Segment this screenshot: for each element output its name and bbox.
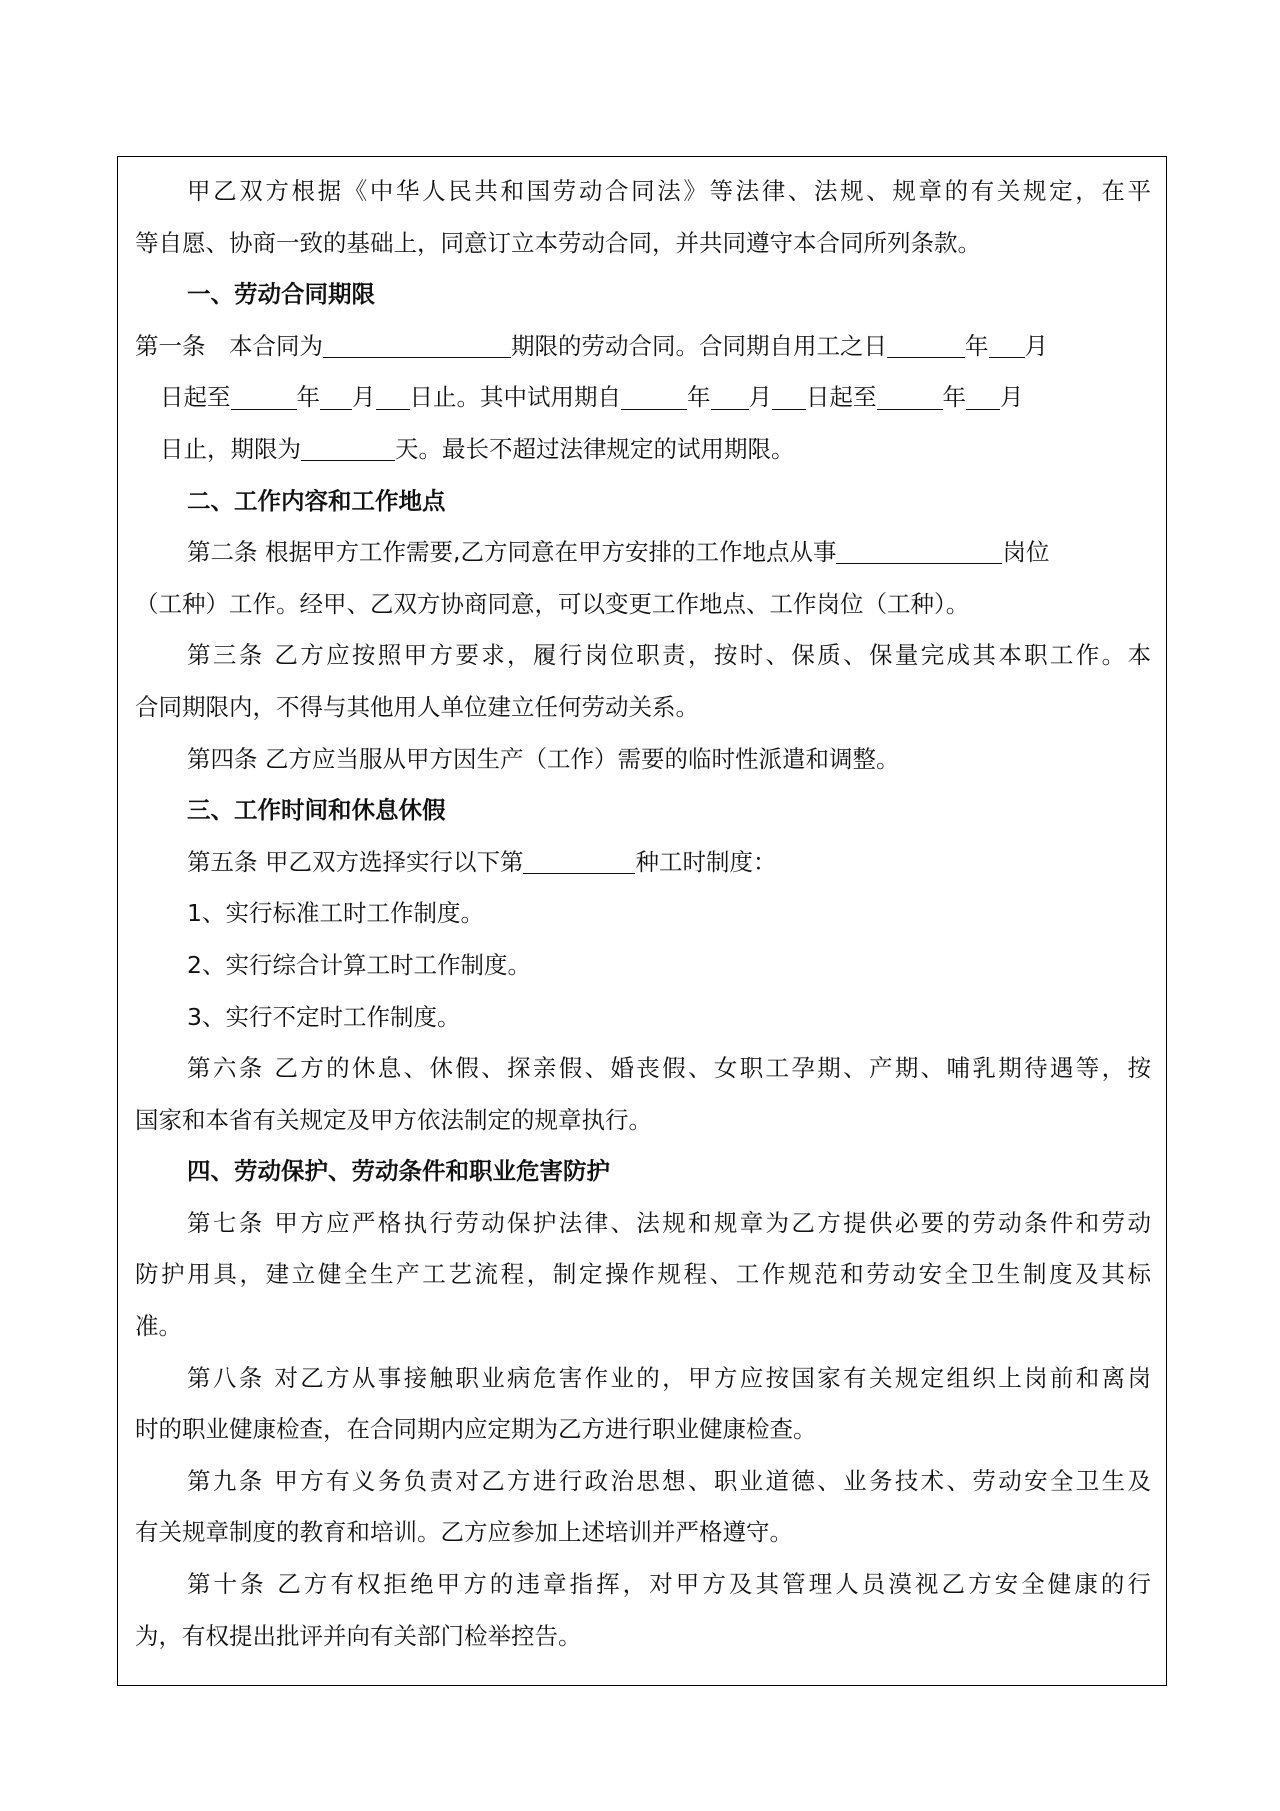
section-heading-term: 一、劳动合同期限 (187, 280, 375, 309)
text-fragment: 日止，期限为 (160, 434, 301, 463)
article-3-line-1: 第三条 乙方应按照甲方要求，履行岗位职责，按时、保质、保量完成其本职工作。本 (187, 641, 1151, 670)
intro-line-2: 等自愿、协商一致的基础上，同意订立本劳动合同，并共同遵守本合同所列条款。 (135, 228, 981, 257)
article-7-line-3: 准。 (135, 1312, 182, 1341)
text-fragment: 种工时制度： (635, 847, 777, 876)
article-7-line-2: 防护用具，建立健全生产工艺流程，制定操作规程、工作规范和劳动安全卫生制度及其标 (135, 1260, 1151, 1289)
text-fragment: 天。最长不超过法律规定的试用期限。 (395, 434, 795, 463)
blank-start-month[interactable] (989, 332, 1025, 358)
article-2-line-1 (135, 527, 1151, 579)
section-heading-hours: 三、工作时间和休息休假 (187, 796, 446, 825)
article-1-line-3 (135, 424, 1151, 476)
text-fragment: 日止。其中试用期自 (409, 383, 621, 412)
text-fragment: 日起至 (806, 383, 877, 412)
blank-position[interactable] (836, 539, 1002, 565)
text-fragment: 年 (942, 383, 966, 412)
article-8-line-1: 第八条 对乙方从事接触职业病危害作业的，甲方应按国家有关规定组织上岗前和离岗 (187, 1363, 1151, 1392)
blank-hour-system[interactable] (523, 848, 635, 874)
blank-probation-start-month[interactable] (711, 384, 749, 410)
article-1-line-2 (135, 372, 1151, 424)
article-4: 第四条 乙方应当服从甲方因生产（工作）需要的临时性派遣和调整。 (187, 744, 900, 773)
option-comprehensive-hours: 2、实行综合计算工时工作制度。 (187, 950, 531, 979)
article-8-line-2: 时的职业健康检查，在合同期内应定期为乙方进行职业健康检查。 (135, 1415, 817, 1444)
article-6-line-2: 国家和本省有关规定及甲方依法制定的规章执行。 (135, 1105, 652, 1134)
blank-probation-start-year[interactable] (621, 384, 687, 410)
option-standard-hours: 1、实行标准工时工作制度。 (187, 899, 484, 928)
option-flexible-hours: 3、实行不定时工作制度。 (187, 1002, 461, 1031)
blank-end-day[interactable] (376, 384, 410, 410)
blank-probation-start-day[interactable] (772, 384, 806, 410)
text-fragment: 月 (352, 383, 376, 412)
article-7-line-1: 第七条 甲方应严格执行劳动保护法律、法规和规章为乙方提供必要的劳动条件和劳动 (187, 1208, 1151, 1237)
blank-probation-end-month[interactable] (966, 384, 1000, 410)
article-5 (135, 837, 1151, 889)
blank-probation-days[interactable] (301, 436, 395, 462)
article-1-line-1 (135, 321, 1151, 373)
section-heading-work: 二、工作内容和工作地点 (187, 486, 446, 515)
text-fragment: 期限的劳动合同。合同期自用工之日 (511, 331, 887, 360)
article-10-line-2: 为，有权提出批评并向有关部门检举控告。 (135, 1621, 582, 1650)
text-fragment: 年 (965, 331, 989, 360)
article-6-line-1: 第六条 乙方的休息、休假、探亲假、婚丧假、女职工孕期、产期、哺乳期待遇等，按 (187, 1054, 1151, 1083)
article-9-line-2: 有关规章制度的教育和培训。乙方应参加上述培训并严格遵守。 (135, 1518, 793, 1547)
text-fragment: 第五条 甲乙双方选择实行以下第 (187, 847, 524, 876)
text-fragment: 第一条 本合同为 (135, 331, 323, 360)
article-9-line-1: 第九条 甲方有义务负责对乙方进行政治思想、职业道德、业务技术、劳动安全卫生及 (187, 1466, 1151, 1495)
text-fragment: 岗位 (1002, 538, 1050, 567)
blank-probation-end-year[interactable] (877, 384, 943, 410)
article-2-line-2: （工种）工作。经甲、乙双方协商同意，可以变更工作地点、工作岗位（工种）。 (135, 589, 970, 618)
text-fragment: 月 (1024, 331, 1048, 360)
blank-start-year[interactable] (887, 332, 965, 358)
text-fragment: 年 (687, 383, 711, 412)
text-fragment: 月 (1000, 383, 1024, 412)
article-3-line-2: 合同期限内，不得与其他用人单位建立任何劳动关系。 (135, 692, 699, 721)
blank-end-month[interactable] (320, 384, 352, 410)
text-fragment: 年 (296, 383, 320, 412)
section-heading-protection: 四、劳动保护、劳动条件和职业危害防护 (187, 1157, 610, 1186)
article-10-line-1: 第十条 乙方有权拒绝甲方的违章指挥，对甲方及其管理人员漠视乙方安全健康的行 (187, 1570, 1151, 1599)
text-fragment: 第二条 根据甲方工作需要,乙方同意在甲方安排的工作地点从事 (187, 538, 837, 567)
text-fragment: 月 (748, 383, 772, 412)
blank-contract-type[interactable] (323, 332, 511, 358)
contract-body (135, 166, 1151, 1662)
intro-line-1: 甲乙双方根据《中华人民共和国劳动合同法》等法律、法规、规章的有关规定，在平 (187, 177, 1151, 205)
blank-end-year[interactable] (231, 384, 297, 410)
text-fragment: 日起至 (160, 383, 231, 412)
